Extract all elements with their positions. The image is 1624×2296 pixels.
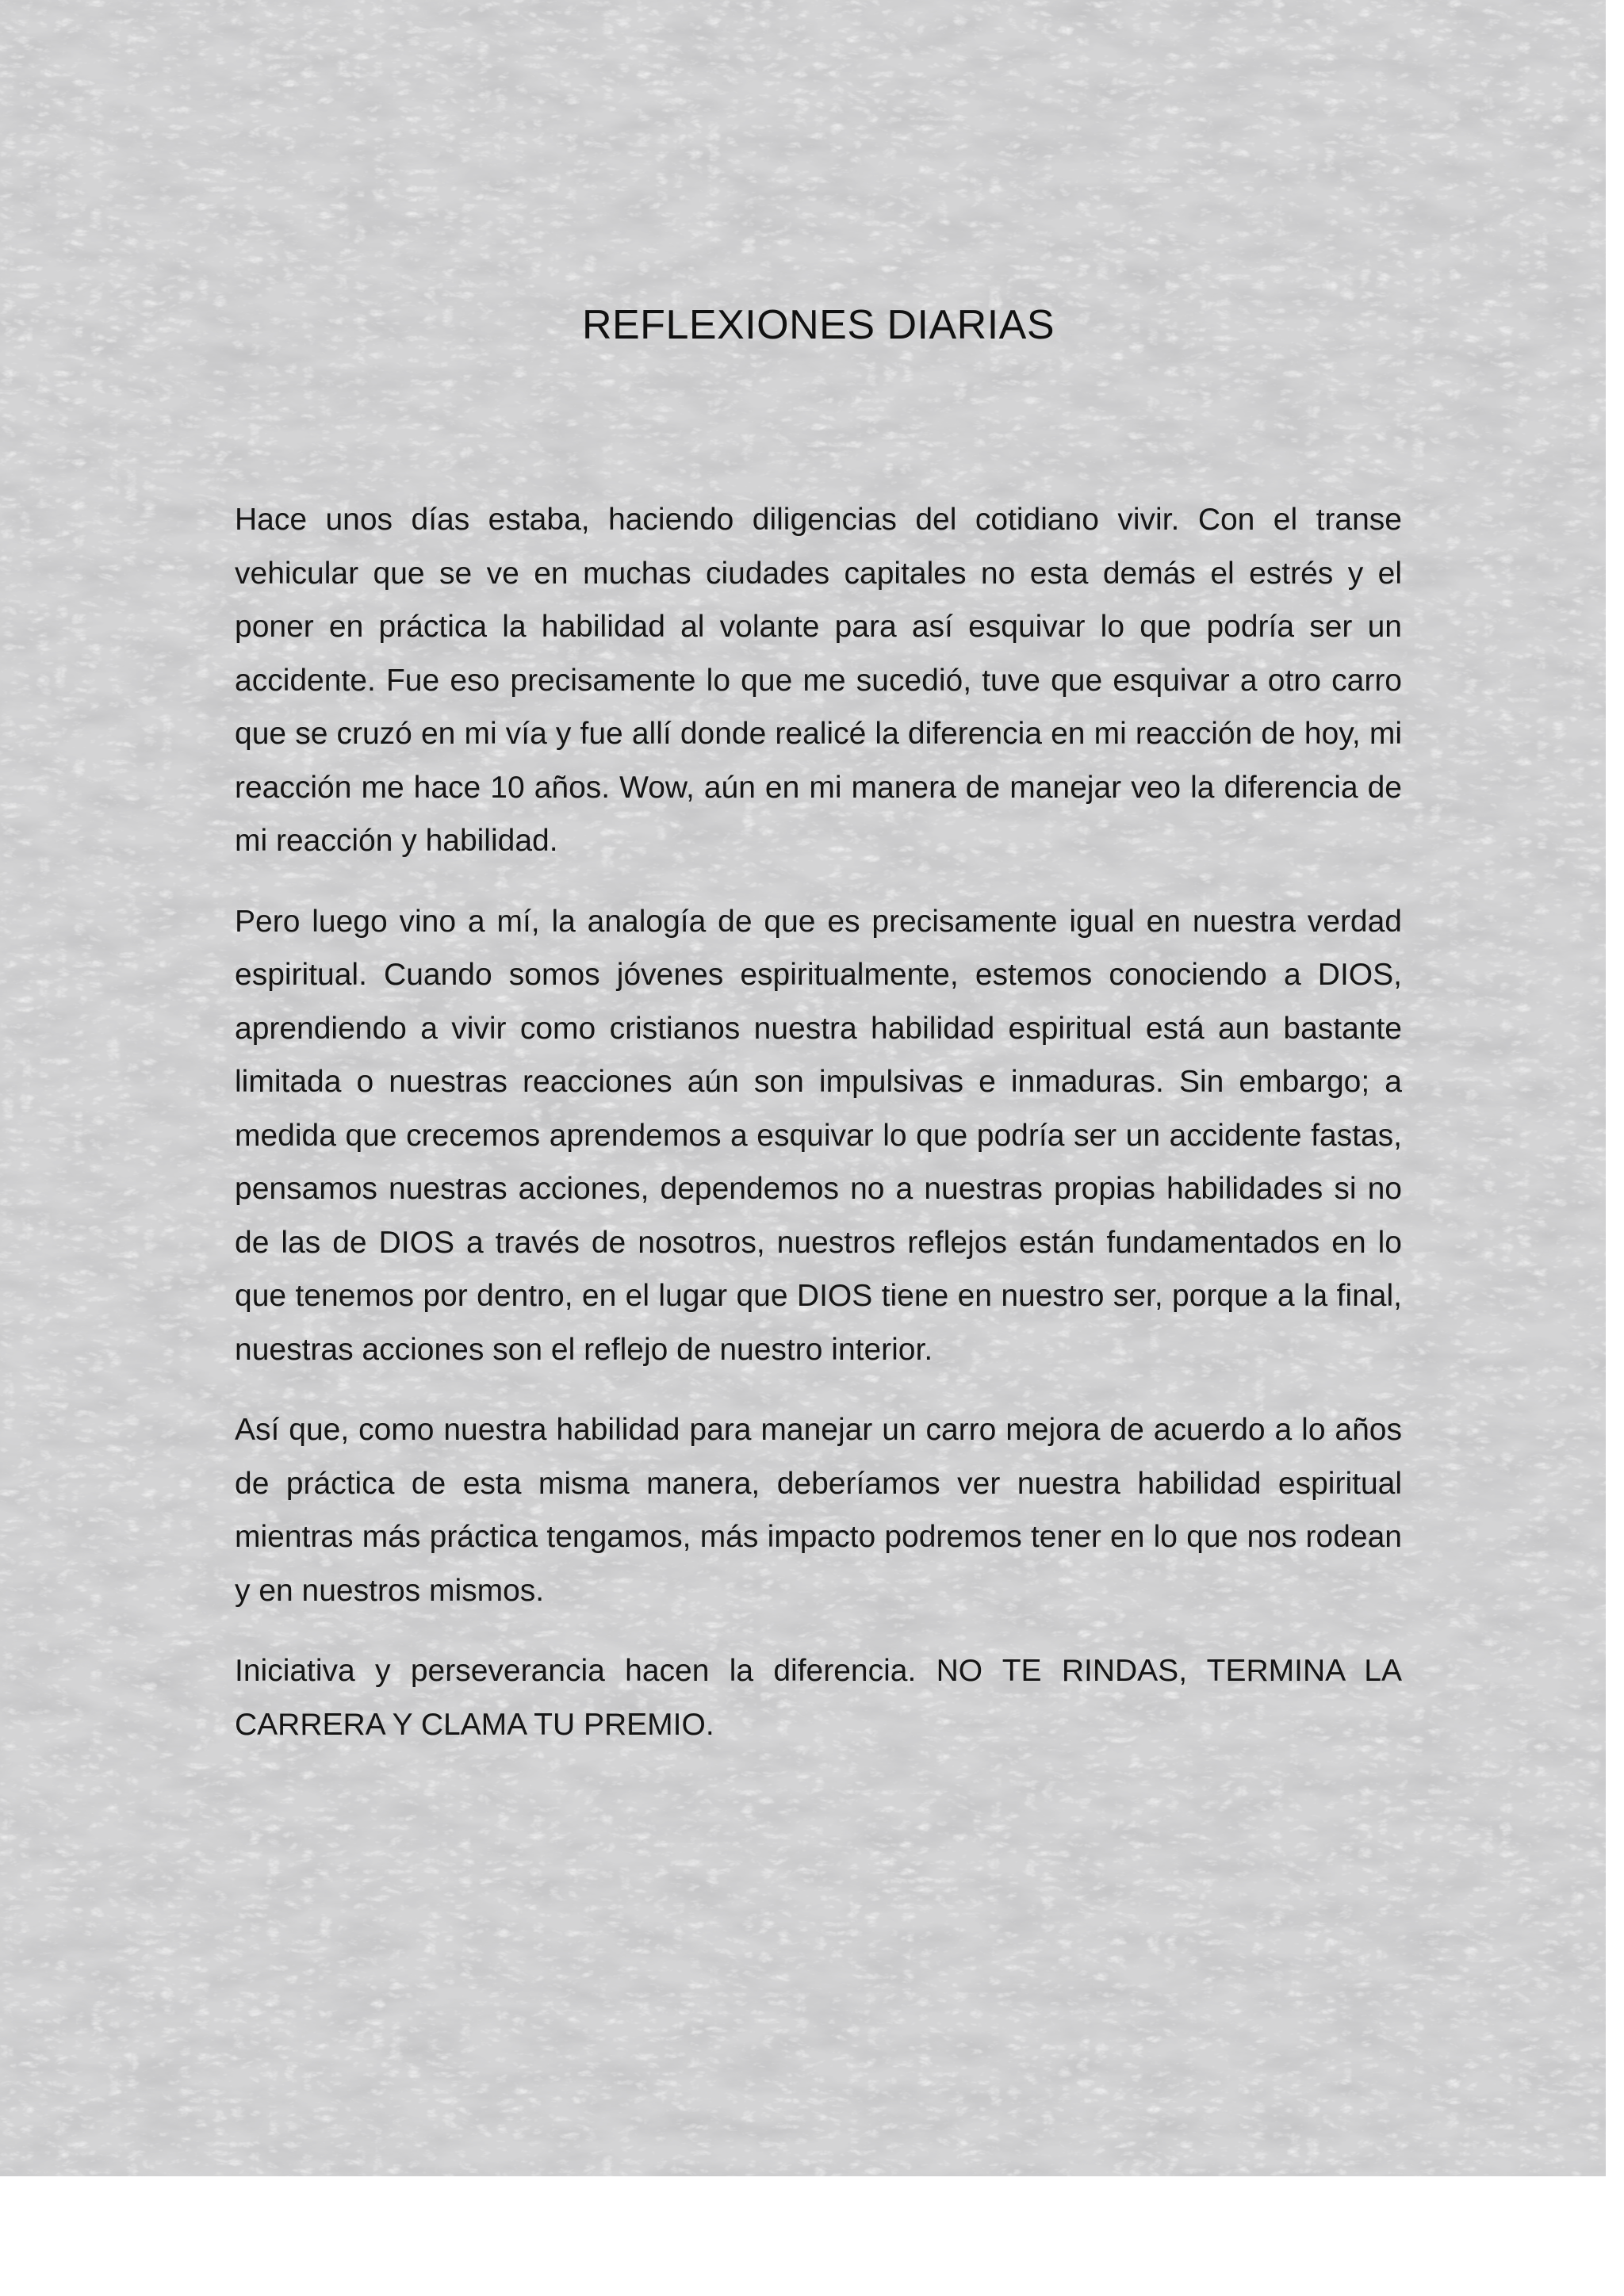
- paragraph: Así que, como nuestra habilidad para manejar un carro mejora de acuerdo a lo años de práctica de esta misma manera, deberíamos ver nuestra habilidad espiritual mientras más práctica tengamos, más impacto podremos tener en lo que nos rodean y en nuestros mismos.: [235, 1413, 1402, 1608]
- paragraph: Pero luego vino a mí, la analogía de que es precisamente igual en nuestra verdad espiritual. Cuando somos jóvenes espiritualmente, estemos conociendo a DIOS, aprendiendo a vivir como cristianos nuestra habilidad espiritual está aun bastante limitada o nuestras reacciones aún son impulsivas e inmaduras. Sin embargo; a medida que crecemos aprendemos a esquivar lo que podría ser un accidente fastas, pensamos nuestras acciones, dependemos no a nuestras propias habilidades si no de las de DIOS a través de nosotros, nuestros reflejos están fundamentados en lo que tenemos por dentro, en el lugar que DIOS tiene en nuestro ser, porque a la final, nuestras acciones son el reflejo de nuestro interior.: [235, 904, 1402, 1367]
- paragraph: Iniciativa y perseverancia hacen la diferencia. NO TE RINDAS, TERMINA LA CARRERA Y CLAMA TU PREMIO.: [235, 1654, 1402, 1742]
- document-body: [235, 493, 1402, 1778]
- paragraph: Hace unos días estaba, haciendo diligencias del cotidiano vivir. Con el transe vehicular que se ve en muchas ciudades capitales no esta demás el estrés y el poner en práctica la habilidad al volante para así esquivar lo que podría ser un accidente. Fue eso precisamente lo que me sucedió, tuve que esquivar a otro carro que se cruzó en mi vía y fue allí donde realicé la diferencia en mi reacción de hoy, mi reacción me hace 10 años. Wow, aún en mi manera de manejar veo la diferencia de mi reacción y habilidad.: [235, 503, 1402, 858]
- document-title: REFLEXIONES DIARIAS: [581, 302, 1055, 348]
